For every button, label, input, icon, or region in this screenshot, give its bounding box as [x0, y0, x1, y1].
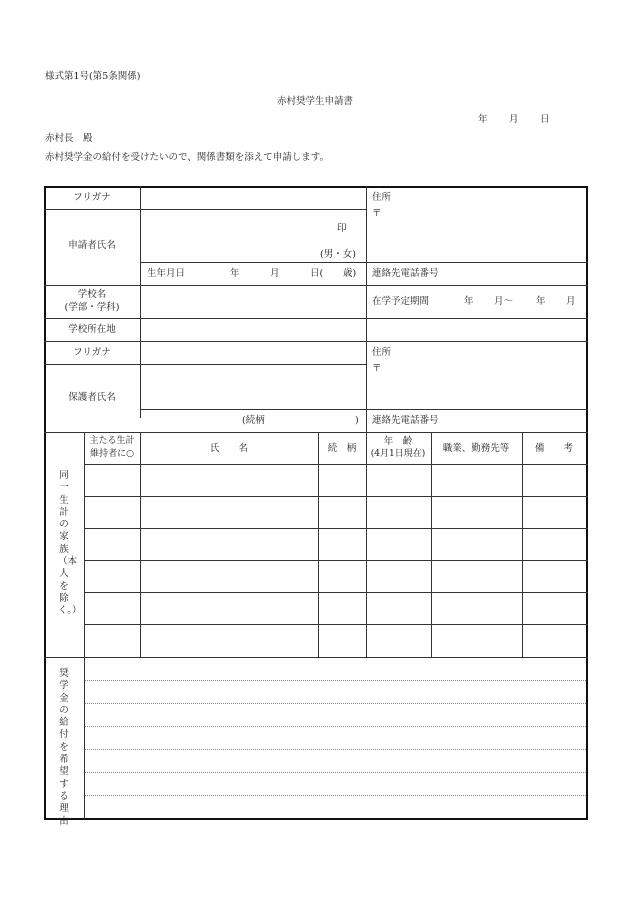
period-month-1: 月〜: [494, 296, 514, 307]
applicant-postal-mark: 〒: [372, 208, 382, 219]
row-separator: [140, 262, 588, 263]
col-divider: [140, 186, 141, 418]
row-separator: [44, 341, 588, 342]
family-side-label: 同一生計の家族（本人を除く。）: [58, 470, 82, 617]
row-separator: [44, 318, 588, 319]
col-name-header: 氏 名: [209, 443, 249, 454]
period-year-1: 年: [464, 296, 474, 307]
row-separator: [44, 209, 366, 210]
reason-side-label: 奨学金の給付を希望する理由: [59, 668, 69, 827]
applicant-phone-label: 連絡先電話番号: [372, 268, 439, 279]
date-year: 年: [478, 114, 488, 125]
reason-writing-line: [85, 795, 586, 796]
birthdate-month: 月: [270, 268, 280, 279]
row-separator: [44, 657, 588, 658]
table-bottom-border: [44, 818, 588, 820]
intro-text: 赤村奨学金の給付を受けたいので、関係書類を添えて申請します。: [45, 152, 330, 163]
applicant-name-label: 申請者氏名: [68, 240, 116, 251]
family-row: [84, 560, 588, 561]
family-row: [84, 624, 588, 625]
reason-writing-line: [85, 749, 586, 750]
reason-writing-line: [85, 703, 586, 704]
form-title: 赤村奨学生申請書: [276, 96, 354, 107]
family-row: [84, 496, 588, 497]
school-dept-label: (学部・学科): [64, 302, 120, 313]
guardian-furigana-label: フリガナ: [73, 347, 111, 358]
col-age-line2: (4月1日現在): [370, 449, 426, 459]
family-row: [84, 528, 588, 529]
guardian-phone-label: 連絡先電話番号: [372, 415, 439, 426]
col-main-provider-line2: 維持者に○: [90, 449, 134, 459]
birthdate-age: 歳): [343, 268, 357, 279]
family-row: [84, 464, 588, 465]
applicant-address-label: 住所: [372, 192, 392, 203]
birthdate-day: 日(: [310, 268, 324, 279]
form-number: 様式第1号(第5条関係): [45, 71, 141, 82]
col-divider: [366, 186, 367, 432]
school-name-label: 学校名: [77, 289, 107, 300]
col-age-line1: 年 齢: [383, 436, 413, 447]
guardian-relation-open: (続柄: [242, 415, 265, 426]
side-label-divider: [84, 432, 85, 819]
family-row: [84, 592, 588, 593]
gender-choice: (男・女): [320, 249, 356, 260]
table-left-border: [44, 186, 46, 820]
col-job-header: 職業、勤務先等: [442, 443, 510, 454]
row-separator: [44, 432, 588, 433]
guardian-name-label: 保護者氏名: [68, 392, 116, 403]
birthdate-label: 生年月日: [147, 268, 186, 279]
period-month-2: 月: [566, 296, 576, 307]
school-location-label: 学校所在地: [68, 324, 116, 335]
table-right-border: [586, 186, 588, 820]
addressee: 赤村長 殿: [45, 133, 93, 144]
row-separator: [44, 285, 588, 286]
col-relation-header: 続 柄: [327, 443, 357, 454]
applicant-furigana-label: フリガナ: [73, 192, 111, 203]
guardian-address-label: 住所: [372, 347, 392, 358]
guardian-relation-close: ): [355, 415, 359, 426]
row-separator: [140, 409, 588, 410]
date-day: 日: [540, 114, 550, 125]
col-main-provider-line1: 主たる生計: [89, 436, 135, 446]
reason-writing-line: [85, 680, 586, 681]
table-top-border: [44, 186, 588, 188]
date-month: 月: [509, 114, 519, 125]
birthdate-year: 年: [230, 268, 240, 279]
reason-writing-line: [85, 772, 586, 773]
period-year-2: 年: [536, 296, 546, 307]
guardian-postal-mark: 〒: [372, 363, 382, 374]
row-separator: [44, 364, 366, 365]
seal-mark: 印: [337, 223, 347, 234]
study-period-label: 在学予定期間: [372, 296, 430, 307]
reason-writing-line: [85, 726, 586, 727]
col-remarks-header: 備 考: [534, 443, 574, 454]
